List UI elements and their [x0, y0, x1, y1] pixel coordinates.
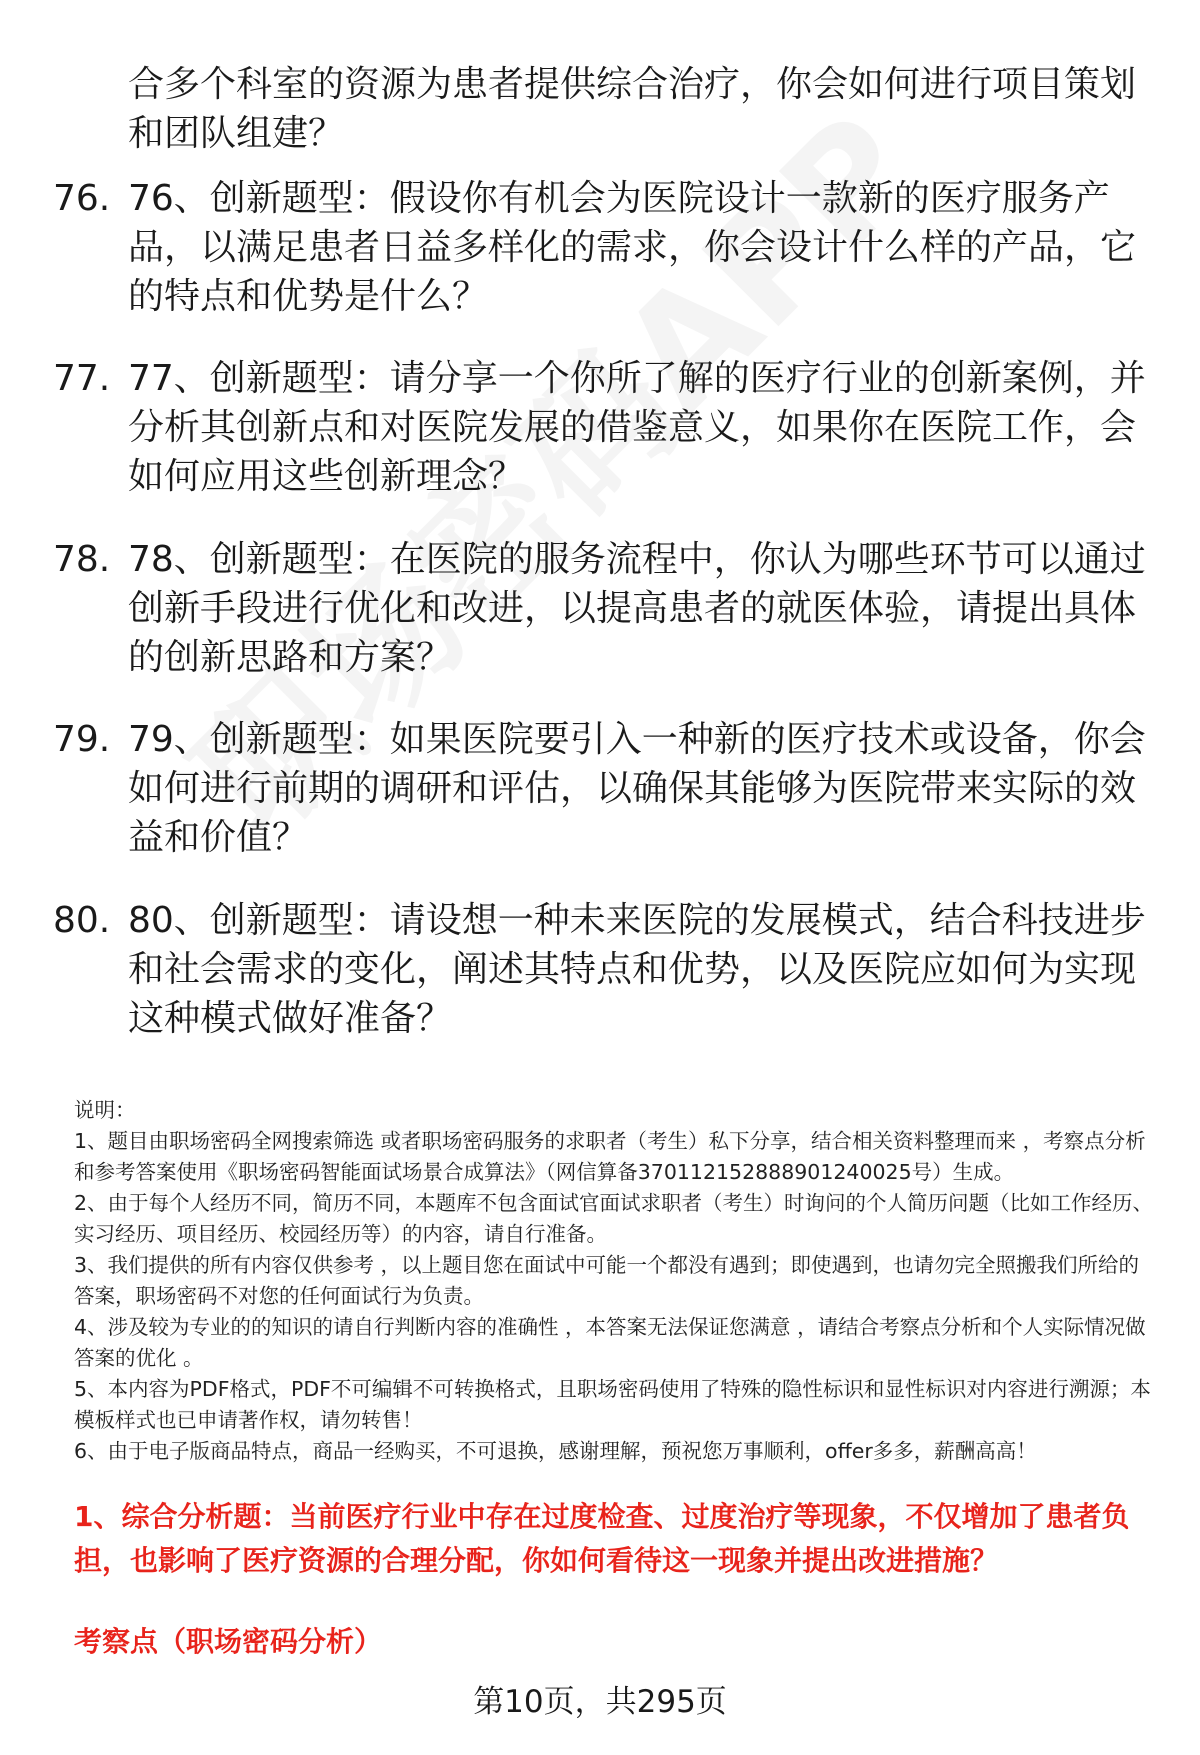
- note-item: 1、题目由职场密码全网搜索筛选 或者职场密码服务的求职者（考生）私下分享，结合相关资料整理而来 ，考察点分析和参考答案使用《职场密码智能面试场景合成算法》（网信算备370112152888901240025号）生成。: [74, 1129, 1146, 1184]
- question-text: 76、创新题型：假设你有机会为医院设计一款新的医疗服务产品，以满足患者日益多样化的需求，你会设计什么样的产品，它的特点和优势是什么？: [128, 178, 1137, 317]
- analysis-question: 1、综合分析题：当前医疗行业中存在过度检查、过度治疗等现象，不仅增加了患者负担，也影响了医疗资源的合理分配，你如何看待这一现象并提出改进措施？: [74, 1500, 1130, 1577]
- question-number: 80.: [53, 900, 111, 941]
- question-number: 79.: [53, 719, 111, 760]
- continuation-text: 合多个科室的资源为患者提供综合治疗，你会如何进行项目策划和团队组建？: [128, 64, 1137, 154]
- note-item: 3、我们提供的所有内容仅供参考 ，以上题目您在面试中可能一个都没有遇到；即使遇到，也请勿完全照搬我们所给的答案，职场密码不对您的任何面试行为负责。: [74, 1253, 1140, 1308]
- page-footer: 第10页，共295页: [473, 1684, 727, 1720]
- note-item: 5、本内容为PDF格式，PDF不可编辑不可转换格式，且职场密码使用了特殊的隐性标识和显性标识对内容进行溯源；本模板样式也已申请著作权，请勿转售！: [74, 1377, 1151, 1432]
- note-item: 6、由于电子版商品特点，商品一经购买，不可退换，感谢理解，预祝您万事顺利，offer多多，薪酬高高！: [74, 1439, 1037, 1463]
- question-number: 77.: [53, 358, 111, 399]
- note-item: 2、由于每个人经历不同，简历不同，本题库不包含面试官面试求职者（考生）时询问的个人简历问题（比如工作经历、实习经历、项目经历、校园经历等）的内容，请自行准备。: [74, 1191, 1154, 1246]
- question-text: 77、创新题型：请分享一个你所了解的医疗行业的创新案例，并分析其创新点和对医院发展的借鉴意义，如果你在医院工作，会如何应用这些创新理念？: [128, 358, 1146, 497]
- question-text: 78、创新题型：在医院的服务流程中，你认为哪些环节可以通过创新手段进行优化和改进，以提高患者的就医体验，请提出具体的创新思路和方案？: [128, 539, 1146, 678]
- question-text: 79、创新题型：如果医院要引入一种新的医疗技术或设备，你会如何进行前期的调研和评估，以确保其能够为医院带来实际的效益和价值？: [128, 719, 1146, 858]
- question-number: 78.: [53, 539, 111, 580]
- notes-title: 说明：: [74, 1098, 136, 1122]
- analysis-heading: 考察点（职场密码分析）: [74, 1625, 383, 1658]
- question-text: 80、创新题型：请设想一种未来医院的发展模式，结合科技进步和社会需求的变化，阐述其特点和优势，以及医院应如何为实现这种模式做好准备？: [128, 900, 1146, 1039]
- question-number: 76.: [53, 178, 111, 219]
- notes-section: [74, 1095, 1154, 1467]
- note-item: 4、涉及较为专业的的知识的请自行判断内容的准确性 ，本答案无法保证您满意 ，请结合考察点分析和个人实际情况做答案的优化 。: [74, 1315, 1146, 1370]
